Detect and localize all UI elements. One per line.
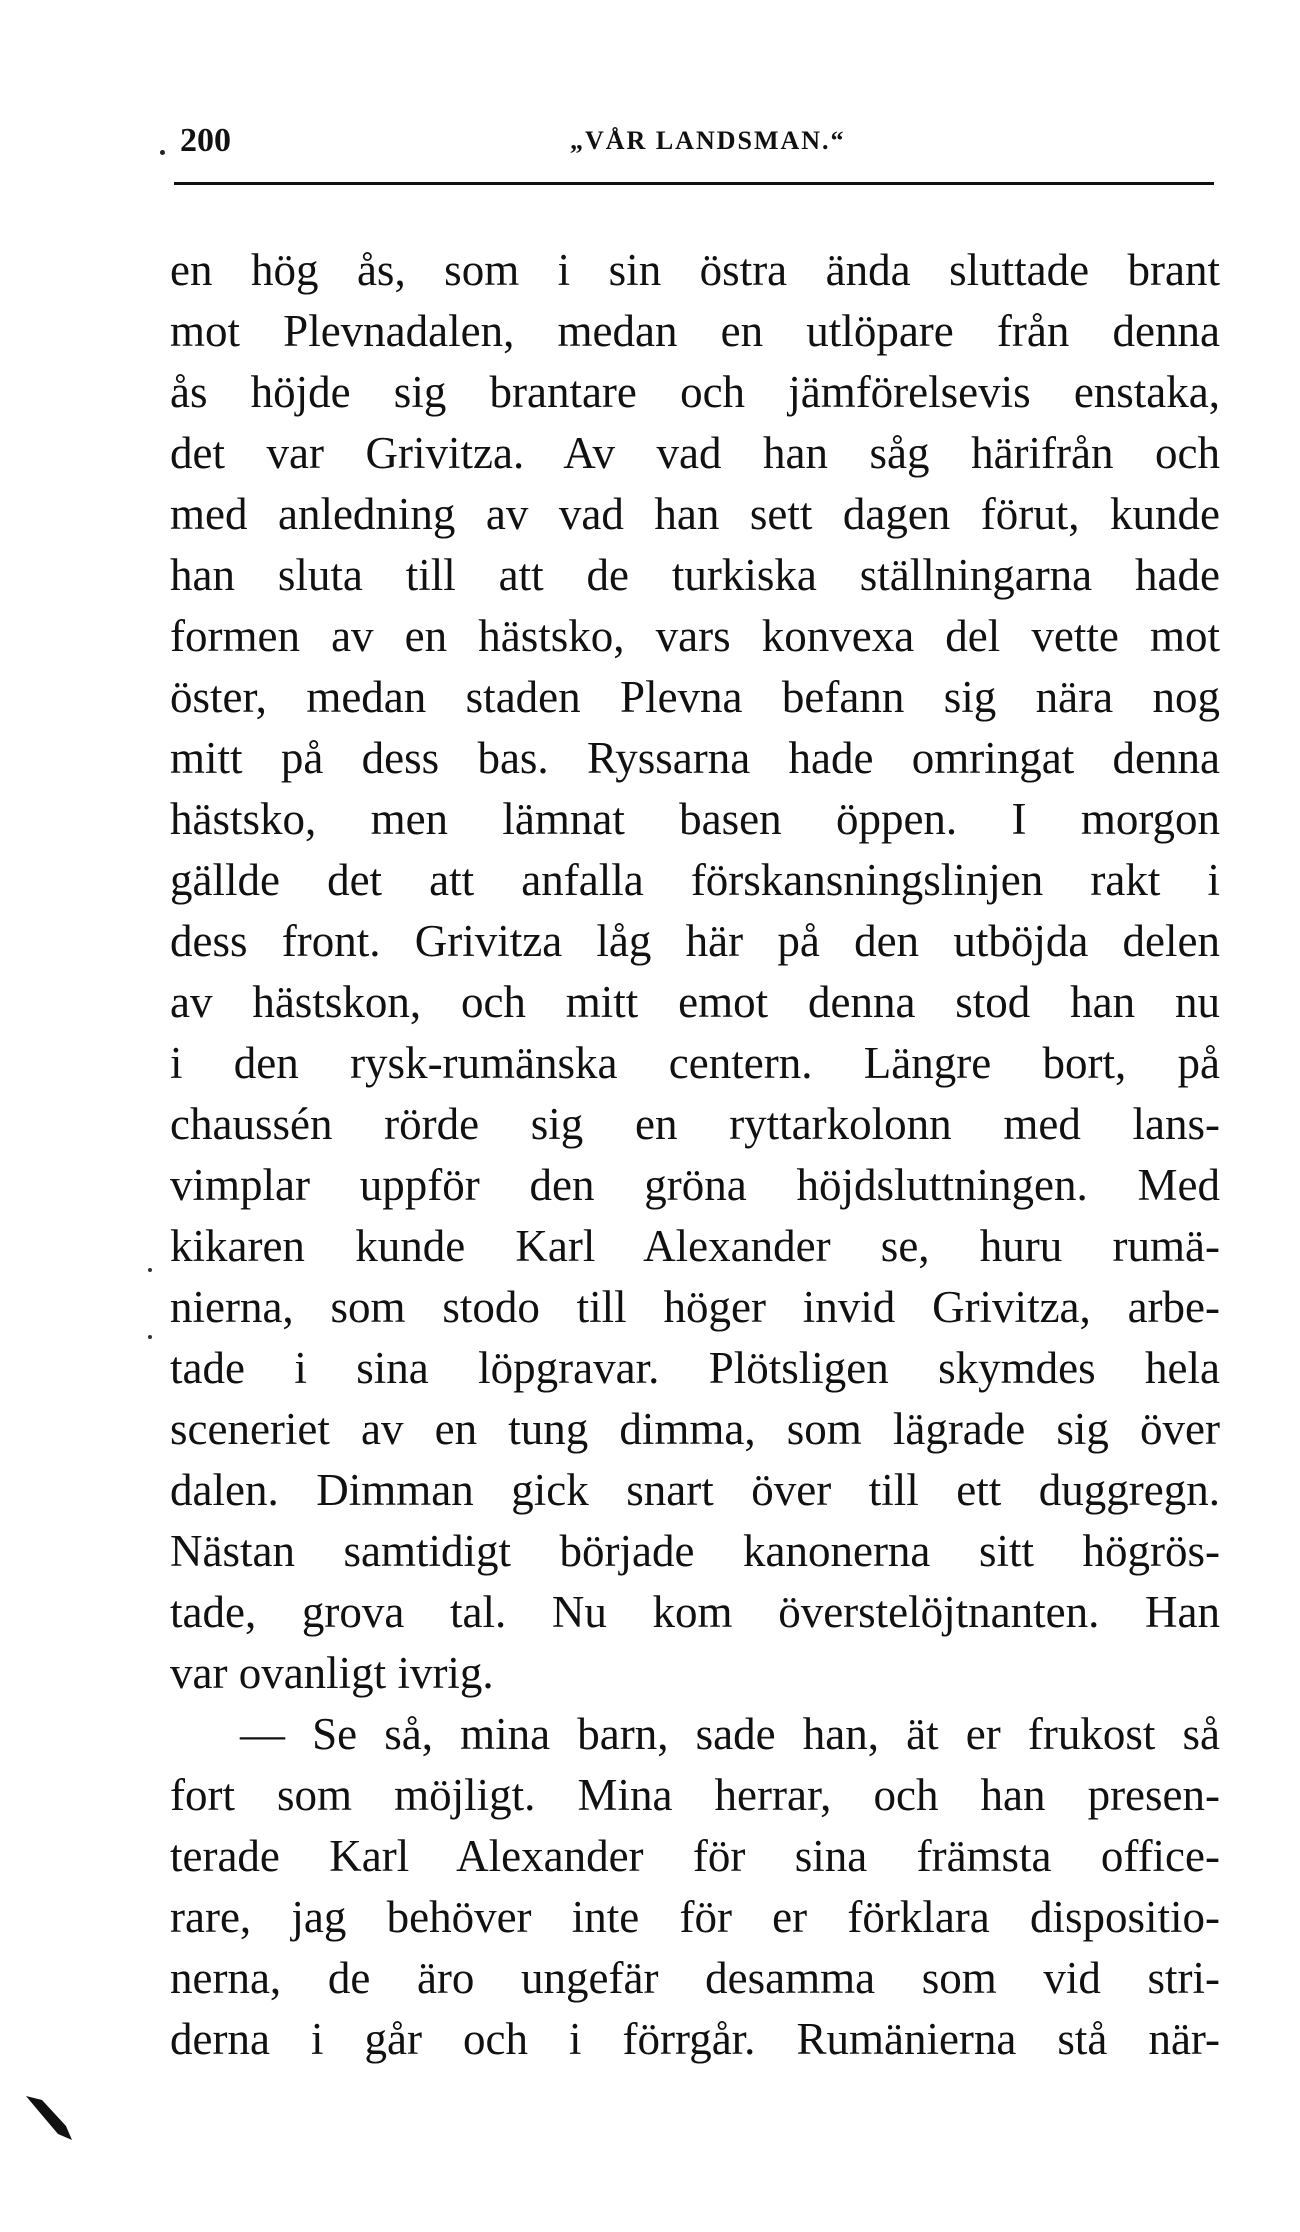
text-line: rare, jag behöver inte för er förklara dispositio- (170, 1892, 1220, 1942)
text-line: dess front. Grivitza låg här på den utböjda delen (170, 916, 1220, 966)
margin-speck (148, 1335, 152, 1339)
page-number: 200 (180, 122, 231, 159)
text-line: hästsko, men lämnat basen öppen. I morgon (170, 794, 1220, 844)
text-line: tade i sina löpgravar. Plötsligen skymdes hela (170, 1343, 1220, 1393)
text-line: Nästan samtidigt började kanonerna sitt högrös- (170, 1526, 1220, 1576)
dialogue-line: — Se så, mina barn, sade han, ät er frukost så (240, 1709, 1220, 1759)
text-line: av hästskon, och mitt emot denna stod han nu (170, 977, 1220, 1027)
text-line: formen av en hästsko, vars konvexa del vette mot (170, 611, 1220, 661)
text-line: ås höjde sig brantare och jämförelsevis enstaka, (170, 367, 1220, 417)
text-line: chaussén rörde sig en ryttarkolonn med lans- (170, 1099, 1220, 1149)
text-line: nierna, som stodo till höger invid Grivitza, arbe- (170, 1282, 1220, 1332)
text-line: med anledning av vad han sett dagen förut, kunde (170, 489, 1220, 539)
running-head (174, 118, 1214, 168)
text-line: mitt på dess bas. Ryssarna hade omringat denna (170, 733, 1220, 783)
body-text (170, 240, 1220, 2070)
text-line: mot Plevnadalen, medan en utlöpare från denna (170, 306, 1220, 356)
text-line: kikaren kunde Karl Alexander se, huru rumä- (170, 1221, 1220, 1271)
margin-speck (148, 1268, 152, 1272)
ink-mark-icon (22, 2090, 78, 2146)
text-line: tade, grova tal. Nu kom överstelöjtnanten. Han (170, 1587, 1220, 1637)
text-line: dalen. Dimman gick snart över till ett duggregn. (170, 1465, 1220, 1515)
text-line: öster, medan staden Plevna befann sig nära nog (170, 672, 1220, 722)
text-line: terade Karl Alexander för sina främsta officе- (170, 1831, 1220, 1881)
text-line: vimplar uppför den gröna höjdsluttningen. Med (170, 1160, 1220, 1210)
header-rule (174, 182, 1214, 185)
text-line: en hög ås, som i sin östra ända sluttade brant (170, 245, 1220, 295)
text-line: fort som möjligt. Mina herrar, och han presen- (170, 1770, 1220, 1820)
text-line: det var Grivitza. Av vad han såg härifrån och (170, 428, 1220, 478)
running-title: „VÅR LANDSMAN.“ (570, 126, 846, 155)
text-line: nerna, de äro ungefär desamma som vid stri- (170, 1953, 1220, 2003)
text-line: i den rysk-rumänska centern. Längre bort, på (170, 1038, 1220, 1088)
margin-speck (160, 150, 165, 155)
text-line: gällde det att anfalla förskansningslinjen rakt i (170, 855, 1220, 905)
text-line: sceneriet av en tung dimma, som lägrade sig över (170, 1404, 1220, 1454)
text-line: han sluta till att de turkiska ställningarna hade (170, 550, 1220, 600)
text-line: derna i går och i förrgår. Rumänierna stå när- (170, 2014, 1220, 2064)
paragraph-end-line: var ovanligt ivrig. (170, 1648, 494, 1698)
